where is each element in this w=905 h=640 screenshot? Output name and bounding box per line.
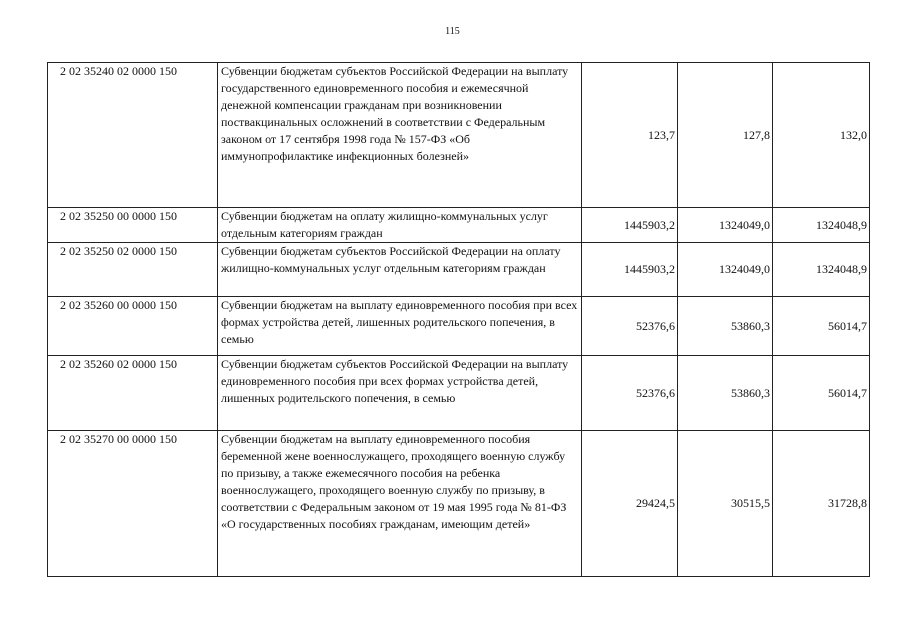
value-cell-year2: 53860,3 (678, 297, 773, 356)
budget-name-cell: Субвенции бюджетам на оплату жилищно-коммунальных услуг отдельным категориям граждан (218, 208, 582, 243)
budget-code-cell: 2 02 35250 02 0000 150 (48, 243, 218, 297)
value-cell-year2: 30515,5 (678, 431, 773, 577)
budget-code-cell: 2 02 35240 02 0000 150 (48, 63, 218, 208)
value-cell-year3: 56014,7 (773, 297, 870, 356)
budget-code-cell: 2 02 35260 02 0000 150 (48, 356, 218, 431)
value-cell-year2: 1324049,0 (678, 208, 773, 243)
budget-code-cell: 2 02 35260 00 0000 150 (48, 297, 218, 356)
value-cell-year3: 1324048,9 (773, 208, 870, 243)
budget-code-cell: 2 02 35270 00 0000 150 (48, 431, 218, 577)
value-cell-year3: 132,0 (773, 63, 870, 208)
table-row (48, 431, 870, 577)
table-row (48, 297, 870, 356)
value-cell-year2: 127,8 (678, 63, 773, 208)
budget-name-cell: Субвенции бюджетам на выплату единовременного пособия при всех формах устройства детей, лишенных родительского попечения, в семью (218, 297, 582, 356)
table-row (48, 63, 870, 208)
value-cell-year3: 1324048,9 (773, 243, 870, 297)
value-cell-year2: 1324049,0 (678, 243, 773, 297)
budget-name-cell: Субвенции бюджетам субъектов Российской Федерации на выплату единовременного пособия при всех формах устройства детей, лишенных родительского попечения, в семью (218, 356, 582, 431)
budget-name-cell: Субвенции бюджетам субъектов Российской Федерации на выплату государственного единовременного пособия и ежемесячной денежной компенсации гражданам при возникновении поствакцинальных осложнений в соответствии с Федеральным законом от 17 сентября 1998 года № 157-ФЗ «Об иммунопрофилактике инфекционных болезней» (218, 63, 582, 208)
value-cell-year1: 52376,6 (582, 297, 678, 356)
table-row (48, 208, 870, 243)
value-cell-year2: 53860,3 (678, 356, 773, 431)
budget-table (47, 62, 870, 577)
value-cell-year1: 1445903,2 (582, 243, 678, 297)
table-row (48, 356, 870, 431)
value-cell-year1: 123,7 (582, 63, 678, 208)
value-cell-year3: 56014,7 (773, 356, 870, 431)
value-cell-year3: 31728,8 (773, 431, 870, 577)
value-cell-year1: 1445903,2 (582, 208, 678, 243)
budget-name-cell: Субвенции бюджетам на выплату единовременного пособия беременной жене военнослужащего, проходящего военную службу по призыву, а также ежемесячного пособия на ребенка военнослужащего, проходящего военную службу по призыву, в соответствии с Федеральным законом от 19 мая 1995 года № 81-ФЗ «О государственных пособиях гражданам, имеющим детей» (218, 431, 582, 577)
value-cell-year1: 29424,5 (582, 431, 678, 577)
budget-name-cell: Субвенции бюджетам субъектов Российской Федерации на оплату жилищно-коммунальных услуг отдельным категориям граждан (218, 243, 582, 297)
page-number: 115 (445, 26, 460, 37)
table-row (48, 243, 870, 297)
budget-code-cell: 2 02 35250 00 0000 150 (48, 208, 218, 243)
value-cell-year1: 52376,6 (582, 356, 678, 431)
